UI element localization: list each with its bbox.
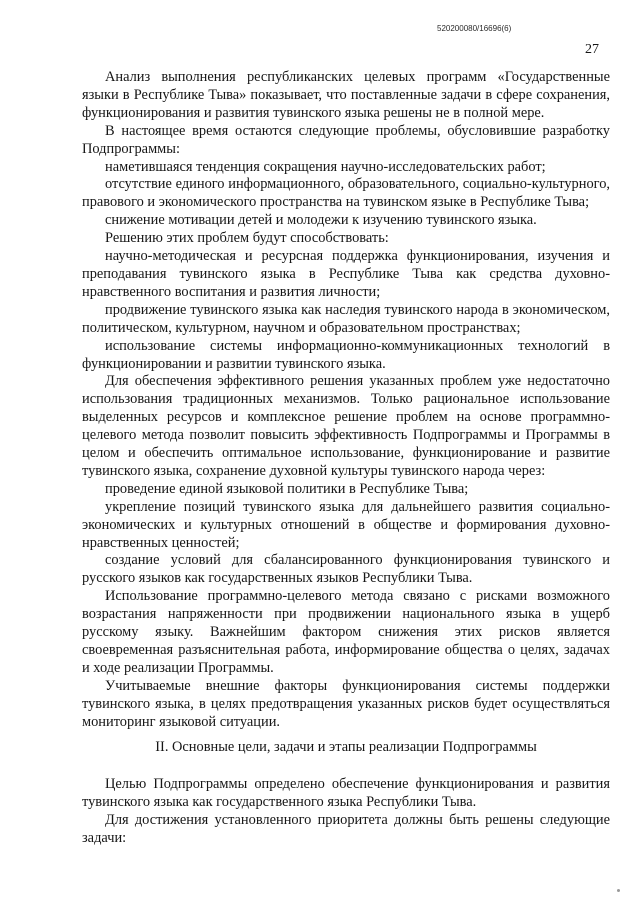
- page-number: 27: [585, 42, 599, 57]
- paragraph: Использование программно-целевого метода связано с рисками возможного возрастания напряженности при продвижении национального языка в ущерб русскому языку. Важнейшим фактором снижения этих рисков является своевременная разъяснительная работа, информирование общества о целях, задачах и ходе реализации Программы.: [82, 588, 610, 676]
- paragraph: Для обеспечения эффективного решения указанных проблем уже недостаточно использования традиционных механизмов. Только рациональное использование выделенных ресурсов и комплексное решение проблем на основе программно-целевого метода позволит повысить эффективность Подпрограммы и Программы в целом и обеспечить оптимальное использование, функционирование и развитие тувинского языка, сохранение духовной культуры тувинского народа через:: [82, 373, 610, 479]
- document-code: 520200080/16696(6): [437, 24, 512, 33]
- list-item: создание условий для сбалансированного функционирования тувинского и русского языков как государственных языков Республики Тыва.: [82, 552, 610, 587]
- list-item: продвижение тувинского языка как наследия тувинского народа в экономическом, политическом, культурном, научном и образовательном пространствах;: [82, 301, 610, 336]
- list-item: снижение мотивации детей и молодежи к изучению тувинского языка.: [105, 212, 537, 229]
- list-item: наметившаяся тенденция сокращения научно-исследовательских работ;: [105, 158, 546, 175]
- list-item: отсутствие единого информационного, образовательного, социально-культурного, правового и экономического пространства на тувинском языке в Республике Тыва;: [82, 176, 610, 211]
- list-item: укрепление позиций тувинского языка для дальнейшего развития социально-экономических и культурных отношений в обществе и формирования духовно-нравственных ценностей;: [82, 498, 610, 551]
- goals-section: [82, 776, 610, 848]
- paragraph: Анализ выполнения республиканских целевых программ «Государственные языки в Республике Тыва» показывает, что поставленные задачи в сфере сохранения, функционирования и развития тувинского языка решены не в полной мере.: [82, 69, 610, 121]
- paragraph: Учитываемые внешние факторы функционирования системы поддержки тувинского языка, в целях предотвращения указанных рисков будет осуществляться мониторинг языковой ситуации.: [82, 677, 610, 730]
- paragraph: В настоящее время остаются следующие проблемы, обусловившие разработку Подпрограммы:: [82, 122, 610, 157]
- list-item: научно-методическая и ресурсная поддержка функционирования, изучения и преподавания тувинского языка в Республике Тыва как средства духовно-нравственного воспитания и развития личности;: [82, 248, 610, 300]
- list-item: использование системы информационно-коммуникационных технологий в функционировании и развитии тувинского языка.: [82, 337, 610, 372]
- section-heading: II. Основные цели, задачи и этапы реализации Подпрограммы: [155, 739, 537, 755]
- paragraph: Для достижения установленного приоритета должны быть решены следующие задачи:: [82, 811, 610, 846]
- paragraph: Целью Подпрограммы определено обеспечение функционирования и развития тувинского языка как государственного языка Республики Тыва.: [82, 776, 610, 810]
- paragraph: Решению этих проблем будут способствовать:: [105, 230, 389, 247]
- scan-speck: [617, 889, 620, 892]
- problems-section: [82, 69, 610, 732]
- list-item: проведение единой языковой политики в Республике Тыва;: [105, 480, 469, 497]
